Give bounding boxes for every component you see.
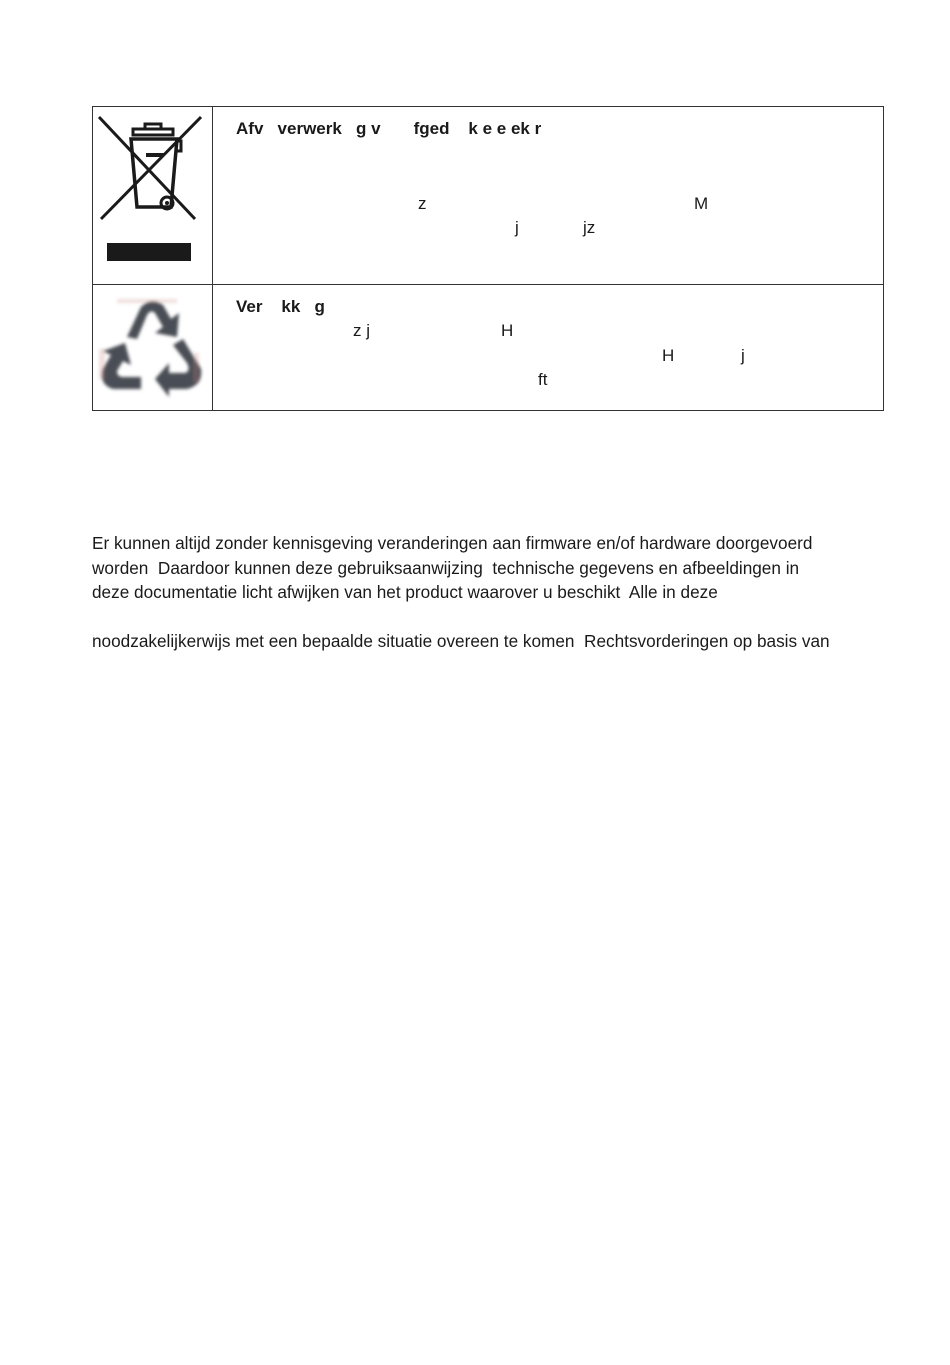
recycle-fragment: z j (353, 321, 370, 340)
recycle-icon-cell (93, 285, 213, 410)
weee-text-cell (213, 107, 883, 284)
disclaimer-line: worden Daardoor kunnen deze gebruiksaanwijzing technische gegevens en afbeeldingen in (92, 557, 800, 578)
crossed-out-wheelie-bin-icon (97, 111, 209, 279)
disclaimer-line: deze documentatie licht afwijken van het product waarover u beschikt Alle in deze (92, 582, 718, 602)
weee-fragment: z (418, 194, 427, 213)
weee-fragment: M (694, 194, 709, 213)
recycle-fragment: H (501, 321, 514, 340)
weee-fragment: jz (583, 218, 596, 237)
recycling-arrows-icon (97, 293, 209, 403)
disclaimer-line (92, 605, 892, 630)
disclaimer-line: Er kunnen altijd zonder kennisgeving veranderingen aan firmware en/of hardware doorgevoerd (92, 533, 813, 553)
disclaimer-paragraph (92, 531, 892, 654)
disclaimer-line: noodzakelijkerwijs met een bepaalde situatie overeen te komen Rechtsvorderingen op basis van (92, 631, 830, 651)
recycling-row (93, 285, 883, 410)
weee-disposal-row (93, 107, 883, 285)
weee-icon-cell (93, 107, 213, 284)
weee-fragment: j (515, 218, 519, 237)
disposal-info-table (92, 106, 884, 411)
recycle-text-cell (213, 285, 883, 410)
recycle-fragment: ft (538, 370, 548, 389)
recycle-fragment: H (662, 346, 675, 365)
weee-heading: Afv verwerk g v fged k e e ek r (236, 119, 542, 138)
recycle-heading: Ver kk g (236, 297, 325, 316)
recycle-fragment: j (741, 346, 745, 365)
